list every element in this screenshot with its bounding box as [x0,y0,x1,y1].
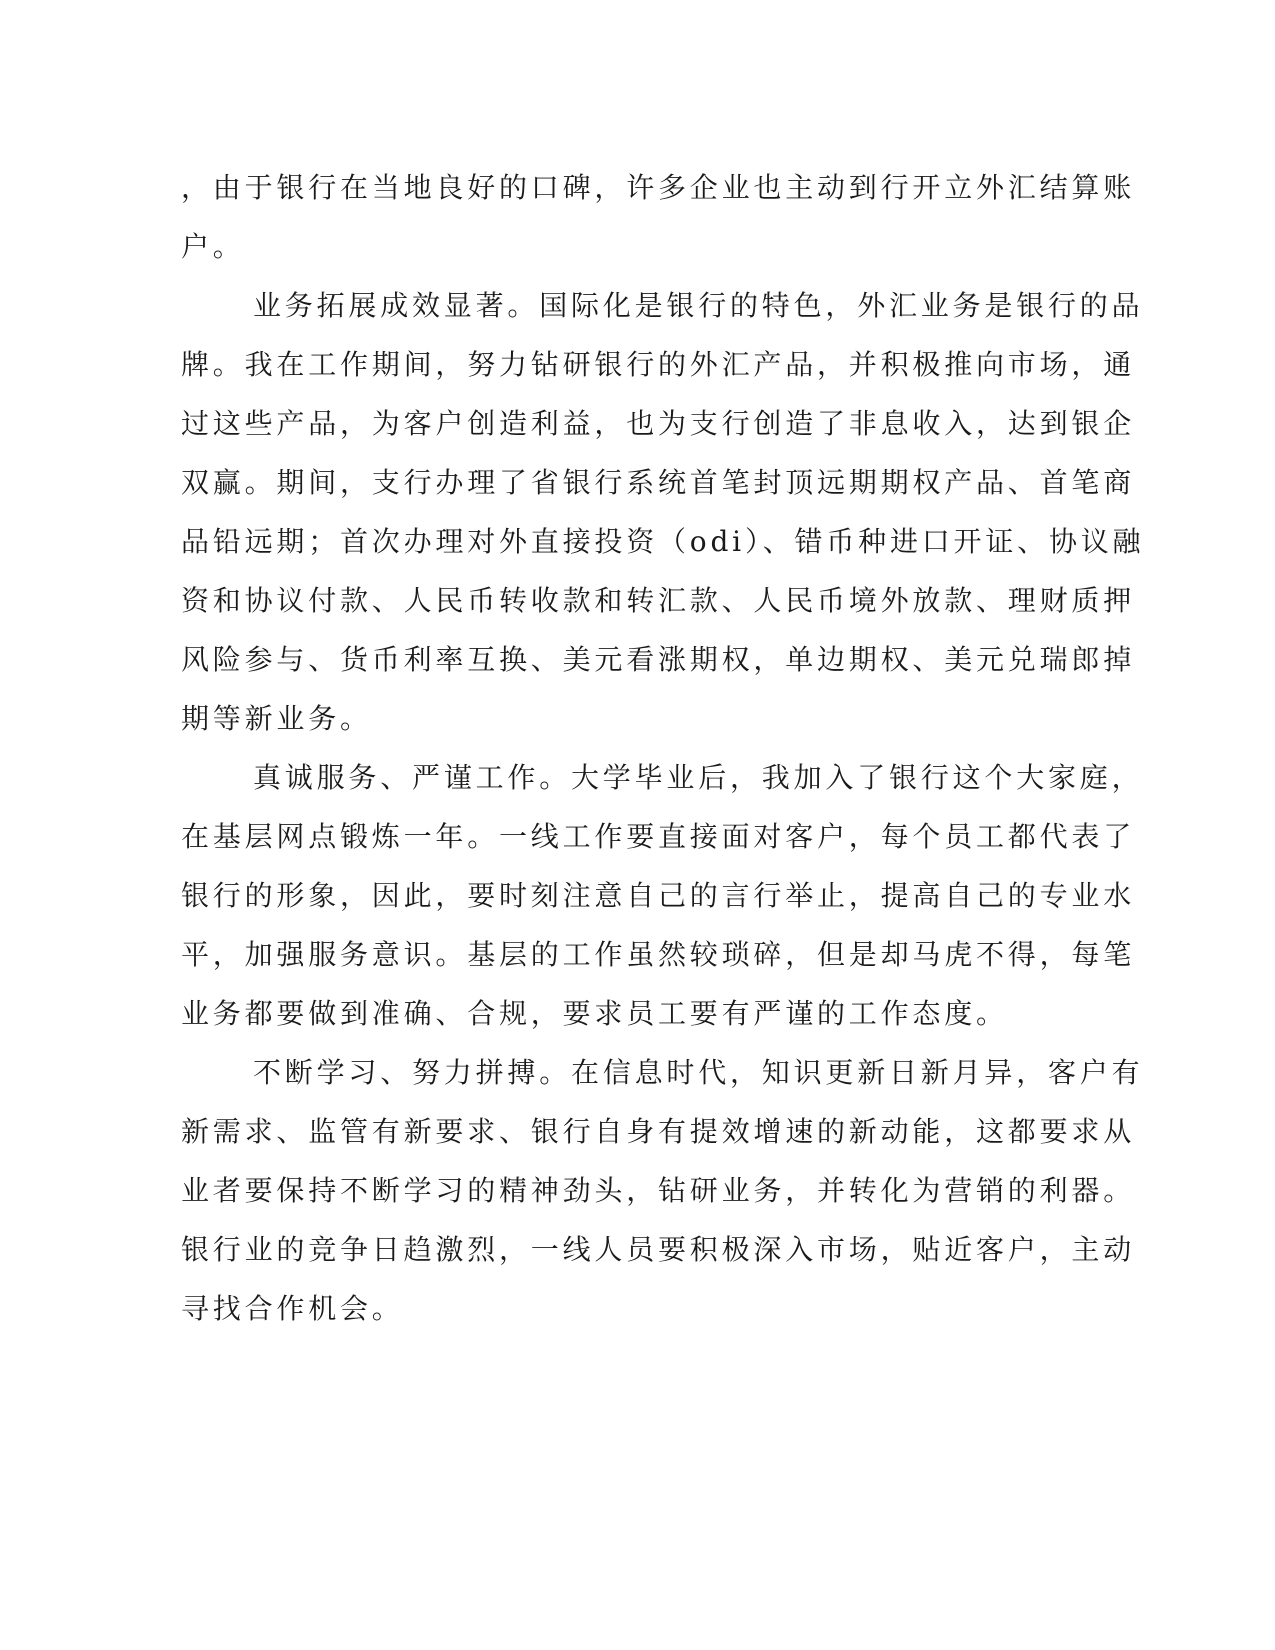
text-line: 业务拓展成效显著。国际化是银行的特色，外汇业务是银行的品 [253,289,1144,322]
text-line: 风险参与、货币利率互换、美元看涨期权，单边期权、美元兑瑞郎掉 [181,643,1136,676]
text-line: 寻找合作机会。 [181,1292,404,1325]
document-body [181,158,1145,1338]
text-line: 新需求、监管有新要求、银行自身有提效增速的新动能，这都要求从 [181,1115,1136,1148]
text-line: ，由于银行在当地良好的口碑，许多企业也主动到行开立外汇结算账 [181,171,1136,204]
text-line: 业务都要做到准确、合规，要求员工要有严谨的工作态度。 [181,997,1008,1030]
text-line: 品铅远期；首次办理对外直接投资（odi）、错币种进口开证、协议融 [181,525,1145,558]
text-line: 双赢。期间，支行办理了省银行系统首笔封顶远期期权产品、首笔商 [181,466,1136,499]
text-line: 在基层网点锻炼一年。一线工作要直接面对客户，每个员工都代表了 [181,820,1136,853]
text-line: 不断学习、努力拼搏。在信息时代，知识更新日新月异，客户有 [253,1056,1144,1089]
text-line: 期等新业务。 [181,702,372,735]
text-line: 户。 [181,230,245,263]
text-line: 真诚服务、严谨工作。大学毕业后，我加入了银行这个大家庭， [253,761,1144,794]
text-line: 牌。我在工作期间，努力钻研银行的外汇产品，并积极推向市场，通 [181,348,1136,381]
text-line: 银行的形象，因此，要时刻注意自己的言行举止，提高自己的专业水 [181,879,1136,912]
text-line: 资和协议付款、人民币转收款和转汇款、人民币境外放款、理财质押 [181,584,1136,617]
text-line: 业者要保持不断学习的精神劲头，钻研业务，并转化为营销的利器。 [181,1174,1136,1207]
paragraph-1 [181,158,1136,276]
paragraph-4 [181,1043,1144,1338]
text-line: 过这些产品，为客户创造利益，也为支行创造了非息收入，达到银企 [181,407,1136,440]
paragraph-2 [181,276,1145,748]
paragraph-3 [181,748,1144,1043]
text-line: 银行业的竞争日趋激烈，一线人员要积极深入市场，贴近客户，主动 [181,1233,1136,1266]
text-line: 平，加强服务意识。基层的工作虽然较琐碎，但是却马虎不得，每笔 [181,938,1136,971]
